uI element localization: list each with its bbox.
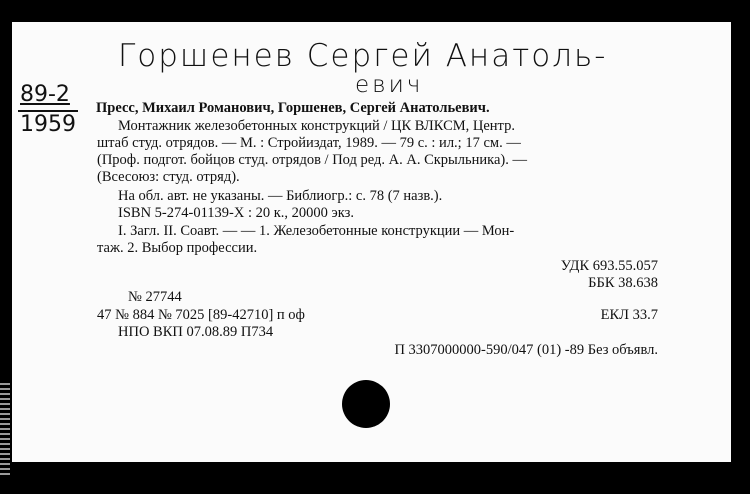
card-number: № 27744	[128, 289, 182, 305]
entry-line-8: таж. 2. Выбор профессии.	[97, 240, 258, 256]
entry-line-4: (Всесоюз: студ. отряд).	[97, 169, 240, 185]
handwritten-call-number-top: 89-2	[20, 82, 70, 107]
handwritten-author-name-continuation: евич	[355, 72, 424, 98]
entry-line-5: На обл. авт. не указаны. — Библиогр.: с. 78 (7 назв.).	[118, 188, 443, 204]
entry-isbn: ISBN 5-274-01139-X : 20 к., 20000 экз.	[118, 205, 354, 221]
bbk-code: ББК 38.638	[588, 275, 658, 291]
entry-line-3: (Проф. подгот. бойцов студ. отрядов / Под ред. А. А. Скрыльника). —	[97, 152, 528, 168]
entry-heading: Пресс, Михаил Романович, Горшенев, Сергей Анатольевич.	[96, 100, 490, 116]
entry-line-7: I. Загл. II. Соавт. — — 1. Железобетонные конструкции — Мон-	[118, 223, 515, 239]
entry-line-2: штаб студ. отрядов. — М. : Стройиздат, 1989. — 79 с. : ил.; 17 см. —	[97, 135, 521, 151]
card-punch-hole	[342, 380, 390, 428]
entry-line-1: Монтажник железобетонных конструкций / ЦК ВЛКСМ, Центр.	[118, 118, 515, 134]
npo-line: НПО ВКП 07.08.89 П734	[118, 324, 274, 340]
handwritten-call-number-bottom: 1959	[20, 112, 76, 137]
udk-code: УДК 693.55.057	[560, 258, 658, 274]
card-edge-stub	[0, 380, 10, 475]
price-line: П 3307000000-590/047 (01) -89 Без объявл.	[394, 342, 658, 358]
order-line: 47 № 884 № 7025 [89-42710] п оф	[97, 307, 305, 323]
ekl-code: ЕКЛ 33.7	[600, 307, 658, 323]
handwritten-author-name: Горшенев Сергей Анатоль-	[118, 38, 608, 74]
